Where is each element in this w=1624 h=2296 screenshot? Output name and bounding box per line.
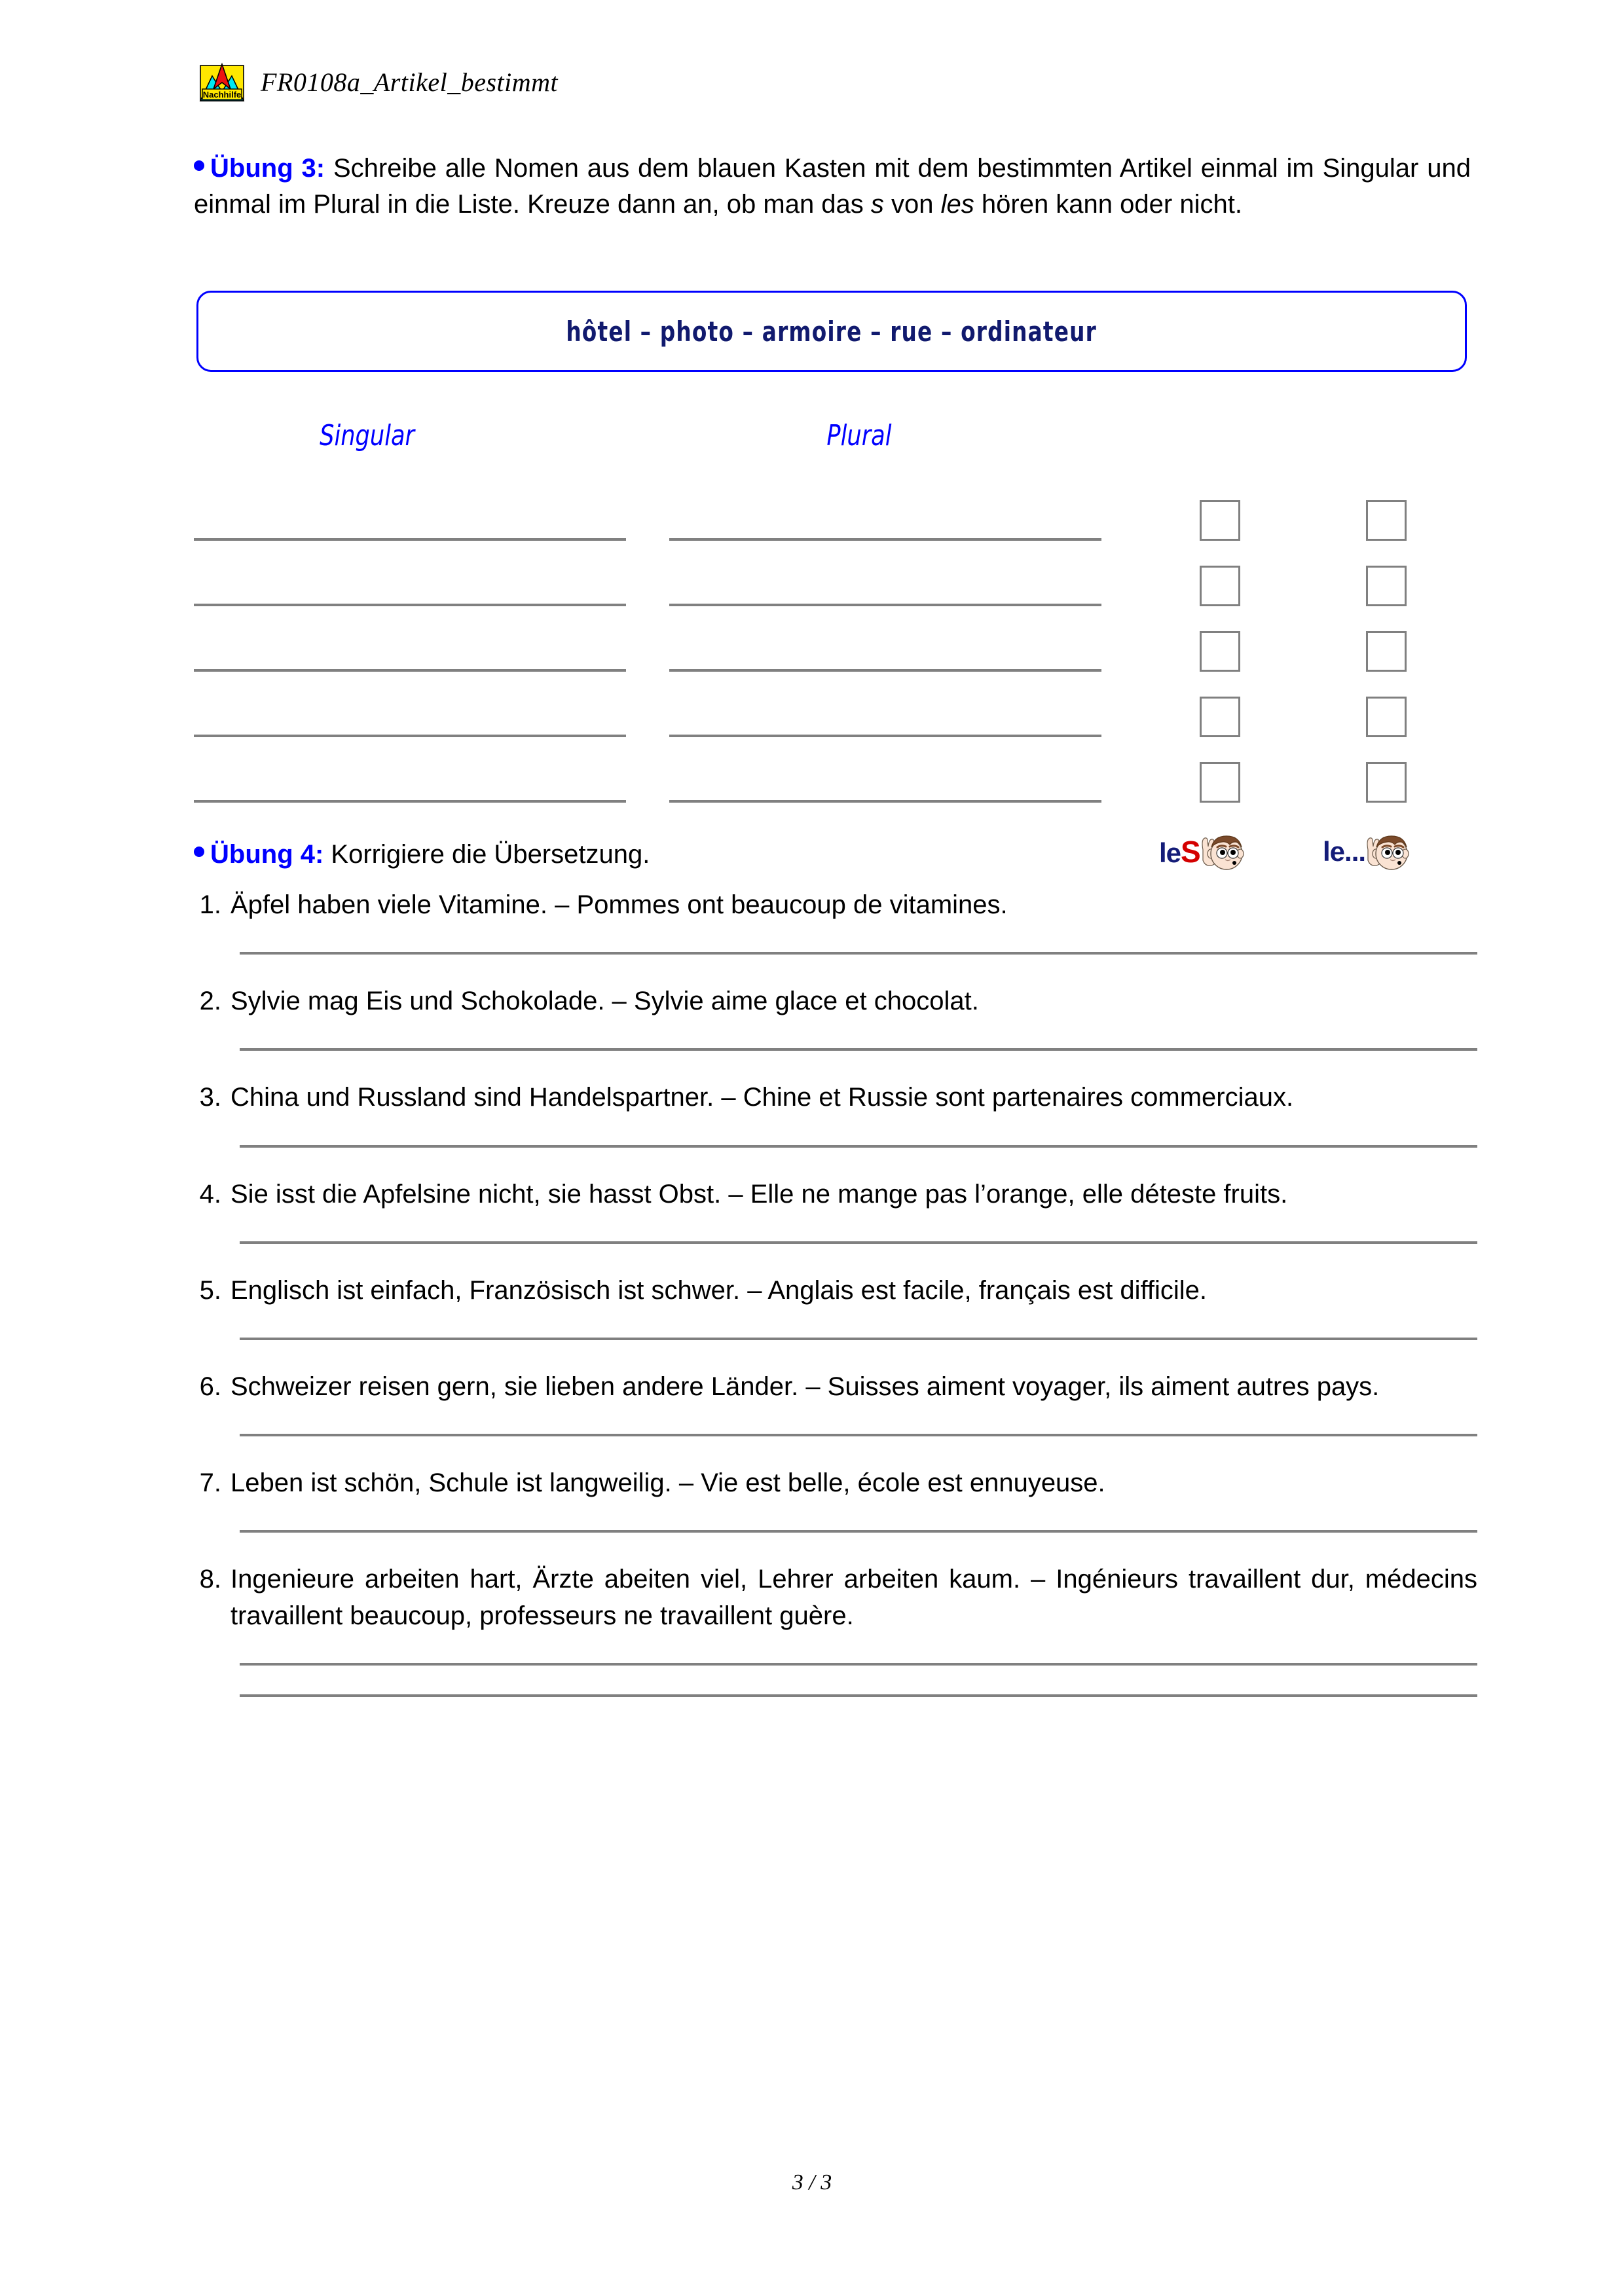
singular-write-line[interactable] (194, 735, 626, 737)
exercise4-label: Übung 4: (210, 840, 324, 869)
les-s-red: S (1181, 835, 1200, 869)
question-number: 6. (199, 1372, 221, 1401)
checkbox-les-audible[interactable] (1200, 762, 1240, 803)
word-bank-box (196, 291, 1467, 372)
answer-space (194, 1309, 1477, 1338)
item-gap (194, 1697, 1477, 1726)
question-item (194, 983, 1477, 1080)
exercise3-text-1: Schreibe alle Nomen aus dem blauen Kasten mit dem bestimmten Artikel einmal im Singular und einmal im Plural in die Liste. Kreuze dann an, ob man das (194, 154, 1471, 219)
question-number: 3. (199, 1083, 221, 1112)
exercise3-section (194, 151, 1471, 223)
answer-space (194, 923, 1477, 952)
svg-text:Nachhilfe: Nachhilfe (202, 90, 242, 100)
question-text: Äpfel haben viele Vitamine. – Pommes ont beaucoup de vitamines. (231, 890, 1008, 919)
plural-write-line[interactable] (669, 538, 1101, 541)
exercise3-italic-les: les (940, 190, 974, 219)
question-row (194, 1369, 1477, 1405)
question-row (194, 1273, 1477, 1309)
item-gap (194, 1148, 1477, 1176)
nachhilfe-logo-icon (198, 60, 246, 103)
answer-row (0, 681, 1624, 746)
checkbox-les-audible[interactable] (1200, 631, 1240, 672)
question-text: Ingenieure arbeiten hart, Ärzte abeiten viel, Lehrer arbeiten kaum. – Ingénieurs travaillent dur, médecins travaillent beaucoup, professeurs ne travaillent guère. (231, 1565, 1477, 1630)
singular-write-line[interactable] (194, 538, 626, 541)
plural-write-line[interactable] (669, 800, 1101, 803)
question-row (194, 1561, 1477, 1633)
answer-space (194, 1405, 1477, 1434)
exercise4-instruction (194, 837, 1471, 873)
les-prefix: le (1159, 837, 1181, 868)
checkbox-le-silent[interactable] (1366, 566, 1407, 606)
item-gap (194, 955, 1477, 983)
document-title: FR0108a_Artikel_bestimmt (261, 67, 559, 97)
question-number: 1. (199, 890, 221, 919)
question-number: 2. (199, 987, 221, 1016)
answer-space (194, 1666, 1477, 1694)
question-item (194, 1561, 1477, 1725)
plural-write-line[interactable] (669, 604, 1101, 606)
column-header-singular: Singular (320, 419, 415, 452)
question-number: 8. (199, 1565, 221, 1594)
singular-write-line[interactable] (194, 669, 626, 672)
question-text: Sie isst die Apfelsine nicht, sie hasst Obst. – Elle ne mange pas l’orange, elle déteste fruits. (231, 1179, 1288, 1209)
page-number: 3 / 3 (792, 2170, 832, 2195)
exercise3-text-3: hören kann oder nicht. (974, 190, 1242, 219)
answer-space (194, 1116, 1477, 1145)
item-gap (194, 1436, 1477, 1465)
item-gap (194, 1340, 1477, 1369)
singular-write-line[interactable] (194, 800, 626, 803)
question-number: 5. (199, 1275, 221, 1305)
checkbox-le-silent[interactable] (1366, 631, 1407, 672)
column-header-plural: Plural (826, 419, 892, 452)
answer-space (194, 1501, 1477, 1530)
question-row (194, 887, 1477, 923)
checkbox-les-audible[interactable] (1200, 500, 1240, 541)
question-item (194, 1465, 1477, 1561)
exercise3-text-2: von (883, 190, 941, 219)
question-item (194, 887, 1477, 983)
exercise3-instruction (194, 151, 1471, 223)
page-header (198, 60, 558, 103)
page-footer (0, 2170, 1624, 2195)
answer-row (0, 484, 1624, 550)
singular-write-line[interactable] (194, 604, 626, 606)
plural-write-line[interactable] (669, 669, 1101, 672)
question-text: Leben ist schön, Schule ist langweilig. – Vie est belle, école est ennuyeuse. (231, 1468, 1105, 1498)
bullet-icon (194, 847, 204, 857)
checkbox-le-silent[interactable] (1366, 762, 1407, 803)
word-bank-text: hôtel – photo – armoire – rue – ordinateur (566, 315, 1098, 348)
question-item (194, 1176, 1477, 1273)
question-row (194, 1465, 1477, 1501)
plural-write-line[interactable] (669, 735, 1101, 737)
question-row (194, 1176, 1477, 1212)
question-number: 4. (199, 1179, 221, 1209)
question-item (194, 1080, 1477, 1176)
exercise4-section (194, 837, 1471, 873)
question-item (194, 1273, 1477, 1369)
answer-row (0, 746, 1624, 812)
exercise4-text: Korrigiere die Übersetzung. (323, 840, 650, 869)
answer-space (194, 1019, 1477, 1048)
le-label: le... (1323, 836, 1366, 867)
exercise3-italic-s: s (870, 190, 884, 219)
checkbox-les-audible[interactable] (1200, 566, 1240, 606)
question-text: Sylvie mag Eis und Schokolade. – Sylvie aime glace et chocolat. (231, 987, 979, 1016)
exercise4-question-list (194, 887, 1477, 1726)
question-text: Englisch ist einfach, Französisch ist schwer. – Anglais est facile, français est difficile. (231, 1275, 1208, 1305)
question-text: China und Russland sind Handelspartner. – Chine et Russie sont partenaires commerciaux. (231, 1083, 1294, 1112)
question-number: 7. (199, 1468, 221, 1498)
answer-table-body (0, 484, 1624, 812)
question-row (194, 983, 1477, 1019)
answer-row (0, 550, 1624, 615)
exercise3-label: Übung 3: (210, 154, 325, 183)
answer-space (194, 1634, 1477, 1663)
checkbox-les-audible[interactable] (1200, 697, 1240, 737)
bullet-icon (194, 160, 204, 171)
item-gap (194, 1244, 1477, 1273)
checkbox-le-silent[interactable] (1366, 697, 1407, 737)
checkbox-le-silent[interactable] (1366, 500, 1407, 541)
question-row (194, 1080, 1477, 1116)
question-item (194, 1369, 1477, 1465)
item-gap (194, 1051, 1477, 1080)
question-text: Schweizer reisen gern, sie lieben andere Länder. – Suisses aiment voyager, ils aiment autres pays. (231, 1372, 1380, 1401)
answer-space (194, 1212, 1477, 1241)
item-gap (194, 1533, 1477, 1561)
answer-row (0, 615, 1624, 681)
